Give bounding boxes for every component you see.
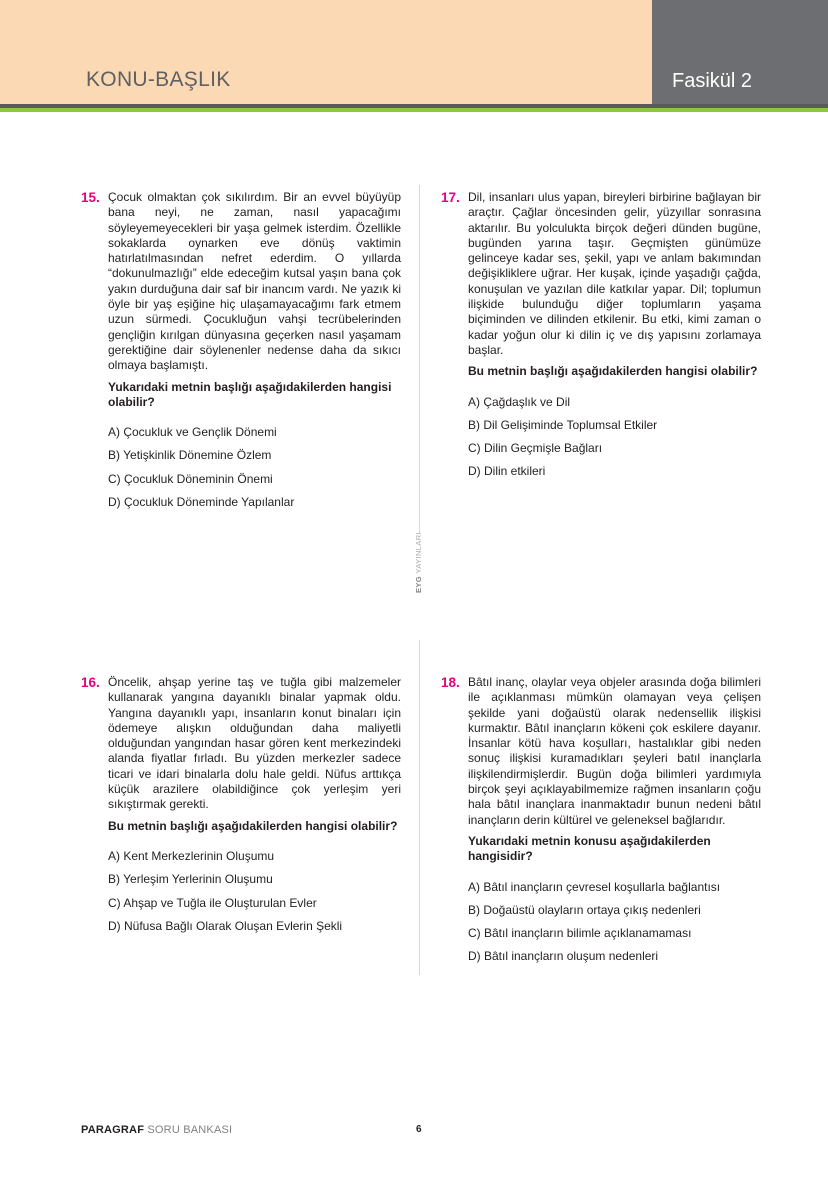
question-prompt: Yukarıdaki metnin başlığı aşağıdakilerden hangisi olabilir?	[108, 379, 392, 409]
answer-options	[468, 876, 761, 969]
question-passage: Dil, insanları ulus yapan, bireyleri birbirine bağlayan bir araçtır. Çağlar öncesinden gelir, yüzyıllar sonrasına aktarılır. Bu yolculukta birçok değeri dünden bugüne, bugünden yarına taşır. Geçmişten günümüze gelinceye kadar ses, şekil, yapı ve anlam bakımından değişikliklere uğrar. Her kuşak, içinde yaşadığı çağda, konuşulan ve yazılan dile katkılar yapar. Dil; toplumun ilişkide bulunduğu diğer toplumların yaşama biçiminden ve dilinden etkilenir. Bu etki, kimi zaman o kadar yoğun olur ki dilin iç ve dış yapısını zorlamaya başlar.	[468, 190, 761, 357]
option-d[interactable]: D) Nüfusa Bağlı Olarak Oluşan Evlerin Şekli	[108, 918, 343, 933]
question-number: 15.	[81, 190, 100, 205]
option-d[interactable]: D) Çocukluk Döneminde Yapılanlar	[108, 495, 295, 510]
option-c[interactable]: C) Ahşap ve Tuğla ile Oluşturulan Evler	[108, 895, 317, 910]
option-b[interactable]: B) Yerleşim Yerlerinin Oluşumu	[108, 872, 273, 887]
question-16	[81, 675, 401, 938]
option-b[interactable]: B) Yetişkinlik Dönemine Özlem	[108, 448, 272, 463]
option-a[interactable]: A) Çocukluk ve Gençlik Dönemi	[108, 425, 277, 440]
question-passage: Çocuk olmaktan çok sıkılırdım. Bir an evvel büyüyüp bana neyi, ne zaman, nasıl yapacağımı söyleyemeyecekleri bir yaşa gelmek isterdim. Özellikle sokaklarda oynarken eve dönüş vaktimin hatırlatılmasından nefret ederdim. O yıllarda “dokunulmazlığı” elde edeceğim kutsal yaşın bana çok yakın durduğuna dair saf bir inancım vardı. Ne yazık ki öyle bir yaş eşiğine hiç ulaşamayacağımı fark etmem uzun sürmedi. Çocukluğun vahşi tecrübelerinden gençliğin kırılgan dünyasına geçerken nasıl yaşamam gerektiğine dair söylenenler nedense daha da sıkıcı olmaya başlamıştı.	[108, 190, 401, 373]
option-a[interactable]: A) Çağdaşlık ve Dil	[468, 394, 571, 409]
header-divider-green	[0, 108, 828, 112]
option-c[interactable]: C) Çocukluk Döneminin Önemi	[108, 471, 273, 486]
option-d[interactable]: D) Dilin etkileri	[468, 464, 546, 479]
question-17	[441, 190, 761, 484]
section-title: KONU-BAŞLIK	[86, 68, 231, 91]
footer-brand: PARAGRAF SORU BANKASI	[81, 1124, 233, 1136]
question-passage: Öncelik, ahşap yerine taş ve tuğla gibi malzemeler kullanarak yangına dayanıklı binalar yapmak oldu. Yangına dayanıklı yapı, insanların konut binaları için ödemeye alışkın olduğundan daha maliyetli olduğundan yangından hasar gören kent merkezindeki alanda fiyatlar fırladı. Bu yüzden merkezler sadece ticari ve idari binalarla dolu hale geldi. Nüfus arttıkça küçük arazilere olabildiğince çok yerleşim yeri sıkıştırmak gerekti.	[108, 675, 401, 812]
option-c[interactable]: C) Bâtıl inançların bilimle açıklanamaması	[468, 926, 692, 941]
question-number: 18.	[441, 675, 460, 690]
option-c[interactable]: C) Dilin Geçmişle Bağları	[468, 441, 603, 456]
option-a[interactable]: A) Kent Merkezlerinin Oluşumu	[108, 848, 275, 863]
question-15	[81, 190, 401, 514]
question-18	[441, 675, 761, 969]
answer-options	[108, 845, 401, 938]
option-d[interactable]: D) Bâtıl inançların oluşum nedenleri	[468, 949, 659, 964]
question-prompt: Bu metnin başlığı aşağıdakilerden hangisi olabilir?	[108, 818, 398, 833]
question-prompt: Yukarıdaki metnin konusu aşağıdakilerden hangisidir?	[468, 833, 711, 864]
option-b[interactable]: B) Doğaüstü olayların ortaya çıkış nedenleri	[468, 902, 701, 917]
page-number: 6	[416, 1124, 422, 1135]
column-divider-top	[419, 185, 420, 534]
option-b[interactable]: B) Dil Gelişiminde Toplumsal Etkiler	[468, 417, 658, 432]
question-prompt: Bu metnin başlığı aşağıdakilerden hangisi olabilir?	[468, 364, 758, 379]
column-divider-bottom	[419, 640, 420, 975]
option-a[interactable]: A) Bâtıl inançların çevresel koşullarla bağlantısı	[468, 879, 721, 894]
question-number: 17.	[441, 190, 460, 205]
publisher-side-label: EYG YAYINLARI	[414, 531, 423, 593]
answer-options	[468, 391, 761, 484]
answer-options	[108, 421, 401, 514]
fascicle-label: Fasikül 2	[672, 70, 753, 92]
question-passage: Bâtıl inanç, olaylar veya objeler arasında doğa bilimleri ile açıklanması mümkün olamayan veya çelişen şekilde yani doğaüstü olarak nedensellik ilişkisi kurmaktır. Bâtıl inançların kökeni çok eskilere dayanır. İnsanlar kötü hava koşulları, hastalıklar gibi neden sonuç ilişkisi kuramadıkları şeyleri batıl inançlarla ilişkilendirmişlerdir. Bugün doğa bilimleri yardımıyla birçok şeyi açıklayabilmemize rağmen insanların çoğu hala bâtıl inançlara inanmaktadır bunun nedeni bâtıl inançların derin kültürel ve geleneksel bağlarıdır.	[468, 675, 761, 827]
question-number: 16.	[81, 675, 100, 690]
